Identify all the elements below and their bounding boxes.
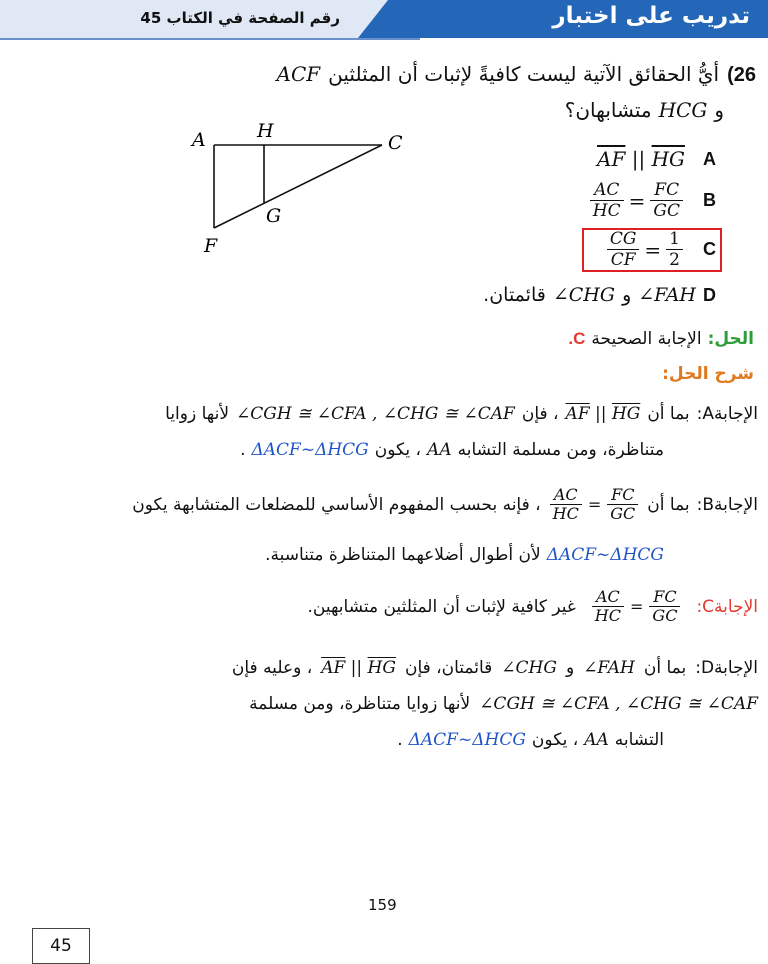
page-title: تدريب على اختبار [552,3,750,29]
option-b-math: $\frac{AC}{HC}$ = $\frac{FC}{GC}$ [588,180,685,221]
vertex-label-g: G [266,205,282,227]
explanation-b-line-1: الإجابةB: بما أن $\frac{AC}{HC}$ = $\frac{FC}{GC}$ ، فإنه بحسب المفهوم الأساسي للمضلعات المتشابهة يكون [132,485,758,523]
solution-answer: C. [568,329,586,348]
option-c[interactable] [605,229,716,270]
vertex-label-f: F [204,235,218,257]
question-text: أيُّ الحقائق الآتية ليست كافيةً لإثبات أن المثلثين [328,62,720,86]
option-d[interactable]: D ∠FAH و ∠CHG قائمتان. [483,284,716,306]
vertex-label-c: C [388,132,403,154]
explanation-d-line-1: الإجابةD: بما أن ∠FAH و ∠CHG قائمتان، فإن $\overline{AF}$ || $\overline{HG}$ ، وعليه فإن [232,650,758,686]
option-a[interactable] [597,147,716,171]
explanation-c-line: الإجابةC: $\frac{AC}{HC}$ = $\frac{FC}{GC}$ غير كافية لإثبات أن المثلثين متشابهين. [307,587,758,625]
vertex-label-h: H [257,120,274,142]
explanation-d-line-3: التشابه AA ، يكون ΔACF~ΔHCG . [397,730,664,750]
explanation-d-line-2: ∠CGH ≅ ∠CFA , ∠CHG ≅ ∠CAF لأنها زوايا متناظرة، ومن مسلمة [249,694,758,714]
segment-fc [214,145,382,228]
option-a-math: $\overline{AF}$ || $\overline{HG}$ [597,147,685,171]
question-number: 26) [727,64,756,86]
explanation-c-label: الإجابةC: [696,596,758,617]
triangle-acf: ACF [276,62,321,86]
fraction-ac-hc: $\frac{AC}{HC}$ [590,180,624,221]
option-c-math: $\frac{CG}{CF}$ = $\frac{1}{2}$ [605,229,685,270]
question-line-1 [277,62,756,87]
explanation-a-line-1: الإجابةA: بما أن $\overline{AF}$ || $\overline{HG}$ ، فإن ∠CGH ≅ ∠CFA , ∠CHG ≅ ∠CAF لأنها زوايا [165,396,758,432]
option-b[interactable] [588,180,716,221]
explanation-a-label: الإجابةA: [696,404,758,424]
option-c-letter: C [703,239,716,259]
fraction-cg-cf: $\frac{CG}{CF}$ [607,229,640,270]
solution-line [568,329,754,349]
explanation-b-line-2: ΔACF~ΔHCG لأن أطوال أضلاعهما المتناظرة متناسبة. [265,545,664,565]
option-b-letter: B [703,190,716,210]
solution-text: الإجابة الصحيحة [591,329,702,349]
question-connector: و [714,98,724,122]
page-number-box: 45 [32,928,90,964]
triangle-hcg: HCG [658,98,708,122]
fraction-fc-gc: $\frac{FC}{GC}$ [650,180,683,221]
vertex-label-a: A [192,129,206,151]
book-page-reference: رقم الصفحة في الكتاب 45 [140,9,340,27]
solution-label: الحل: [707,329,754,349]
option-d-letter: D [703,285,716,305]
question-text-2: متشابهان؟ [564,98,652,122]
question-line-2 [565,98,724,122]
explanation-title: شرح الحل: [662,364,754,384]
explanation-b-label: الإجابةB: [696,494,758,515]
explanation-d-label: الإجابةD: [695,658,758,678]
option-a-letter: A [703,148,716,169]
fraction-one-half: $\frac{1}{2}$ [666,229,683,270]
explanation-a-line-2: متناظرة، ومن مسلمة التشابه AA ، يكون ΔACF~ΔHCG . [240,440,664,460]
page-number-center: 159 [368,896,397,914]
triangle-figure [180,118,420,258]
